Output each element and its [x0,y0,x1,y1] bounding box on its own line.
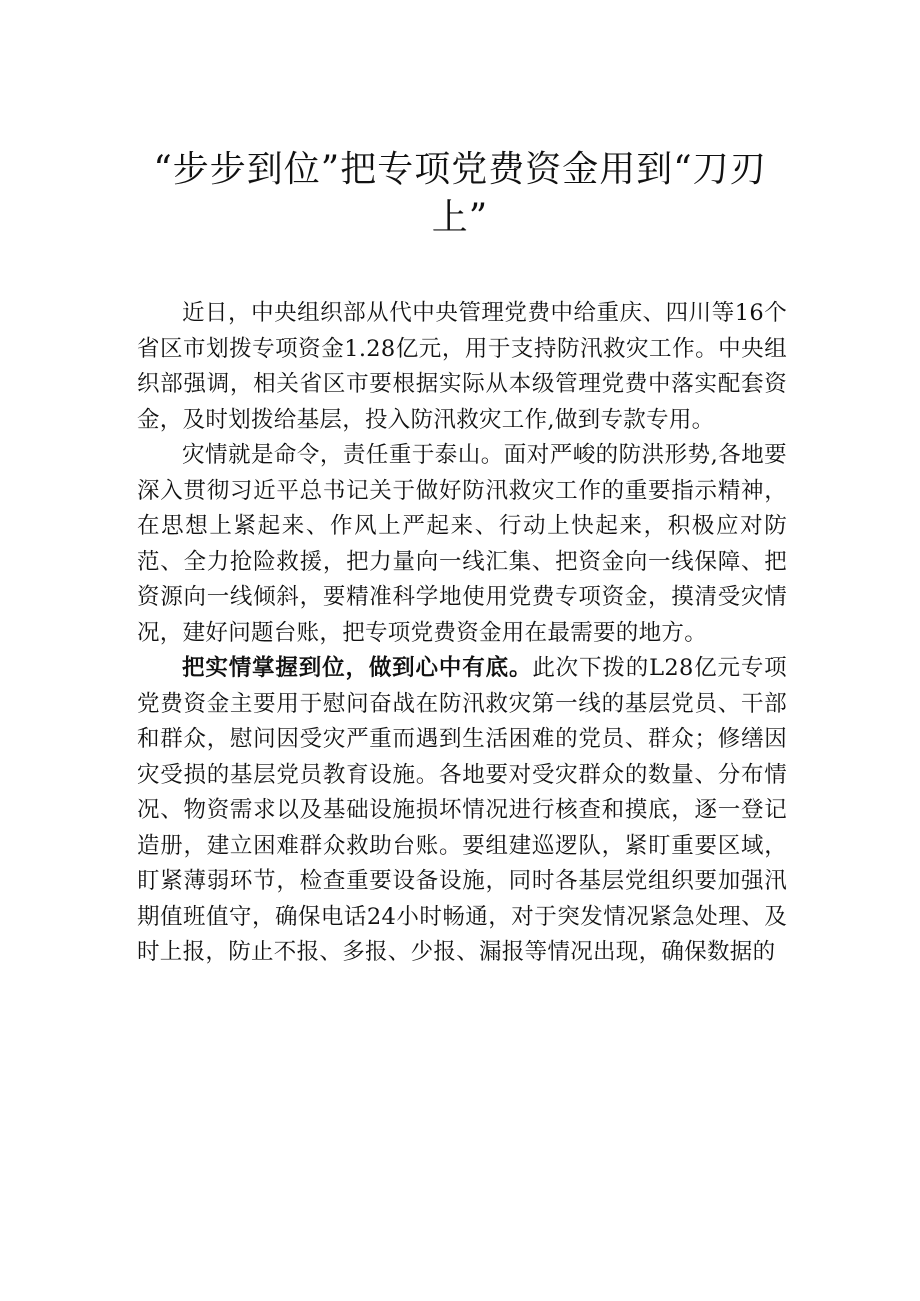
paragraph-1 [137,296,787,438]
paragraph-3-lead: 把实情掌握到位，做到心中有底。 [182,655,533,681]
paragraph-3-text: 此次下拨的L28亿元专项党费资金主要用于慰问奋战在防汛救灾第一线的基层党员、干部和群众，慰问因受灾严重而遇到生活困难的党员、群众；修缮因灾受损的基层党员教育设施。各地要对受灾群众的数量、分布情况、物资需求以及基础设施损坏情况进行核查和摸底，逐一登记造册，建立困难群众救助台账。要组建巡逻队，紧盯重要区域，盯紧薄弱环节，检查重要设备设施，同时各基层党组织要加强汛期值班值守，确保电话24小时畅通，对于突发情况紧急处理、及时上报，防止不报、多报、少报、漏报等情况出现，确保数据的 [137,655,787,965]
document-body [137,296,787,971]
paragraph-2-text: 灾情就是命令，责任重于泰山。面对严峻的防洪形势,各地要深入贯彻习近平总书记关于做好防汛救灾工作的重要指示精神，在思想上紧起来、作风上严起来、行动上快起来，积极应对防范、全力抢险救援，把力量向一线汇集、把资金向一线保障、把资源向一线倾斜，要精准科学地使用党费专项资金，摸清受灾情况，建好问题台账，把专项党费资金用在最需要的地方。 [137,442,787,646]
document-title: “步步到位”把专项党费资金用到“刀刃上” [153,149,767,238]
paragraph-2 [137,438,787,651]
paragraph-3 [137,651,787,971]
paragraph-1-text: 近日，中央组织部从代中央管理党费中给重庆、四川等16个省区市划拨专项资金1.28亿元，用于支持防汛救灾工作。中央组织部强调，相关省区市要根据实际从本级管理党费中落实配套资金，及时划拨给基层，投入防汛救灾工作,做到专款专用。 [137,300,787,433]
